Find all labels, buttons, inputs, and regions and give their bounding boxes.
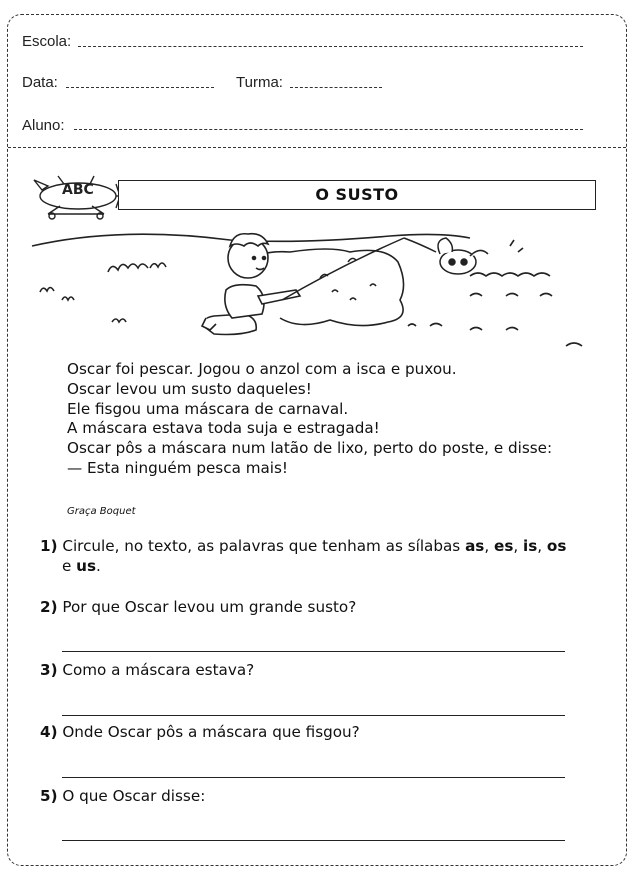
question-number: 5) [40,787,58,805]
plane-letters: ABC [62,182,94,198]
syllable: us [76,557,97,575]
question-number: 2) [40,598,58,616]
question-text: Como a máscara estava? [62,661,255,679]
story-author: Graça Boquet [67,506,136,517]
question-text: Circule, no texto, as palavras que tenham as sílabas [62,537,466,555]
story-line: Oscar foi pescar. Jogou o anzol com a isca e puxou. [67,360,457,378]
answer-line-5[interactable] [62,840,565,841]
question-number: 1) [40,537,58,555]
fishing-rod-icon [282,238,436,300]
question-number: 4) [40,723,58,741]
story-line: Oscar levou um susto daqueles! [67,379,312,398]
story-line: — Esta ninguém pesca mais! [67,458,289,477]
syllable: es [494,537,514,555]
syllable: os [546,537,567,555]
story-line: Ele fisgou uma máscara de carnaval. [67,399,349,418]
answer-line-4[interactable] [62,777,565,778]
separator: , [537,537,547,555]
question-text: e [62,557,77,575]
question-1-continued [62,556,101,577]
boy-fishing-icon [202,234,300,335]
question-text: O que Oscar disse: [62,787,206,805]
question-1 [40,536,566,557]
story-title: O SUSTO [315,185,399,204]
title-banner [118,180,596,210]
story-text [67,360,552,479]
landscape-icon [32,234,582,346]
story-line: Oscar pôs a máscara num latão de lixo, perto do poste, e disse: [67,439,553,458]
school-label: Escola: [22,33,72,50]
question-4 [40,722,360,743]
syllable: is [523,537,538,555]
question-number: 3) [40,661,58,679]
syllable: as [465,537,485,555]
question-text: Onde Oscar pôs a máscara que fisgou? [62,723,360,741]
separator: , [484,537,495,555]
separator: , [513,537,524,555]
story-line: A máscara estava toda suja e estragada! [67,419,380,438]
question-text: Por que Oscar levou um grande susto? [62,598,357,616]
answer-line-3[interactable] [62,715,565,716]
carnival-mask-icon [438,238,488,274]
date-label: Data: [22,74,58,91]
question-5 [40,786,205,807]
question-2 [40,597,356,618]
student-label: Aluno: [22,117,65,134]
question-text: . [96,557,101,575]
question-3 [40,660,254,681]
class-label: Turma: [236,74,283,91]
answer-line-2[interactable] [62,651,565,652]
